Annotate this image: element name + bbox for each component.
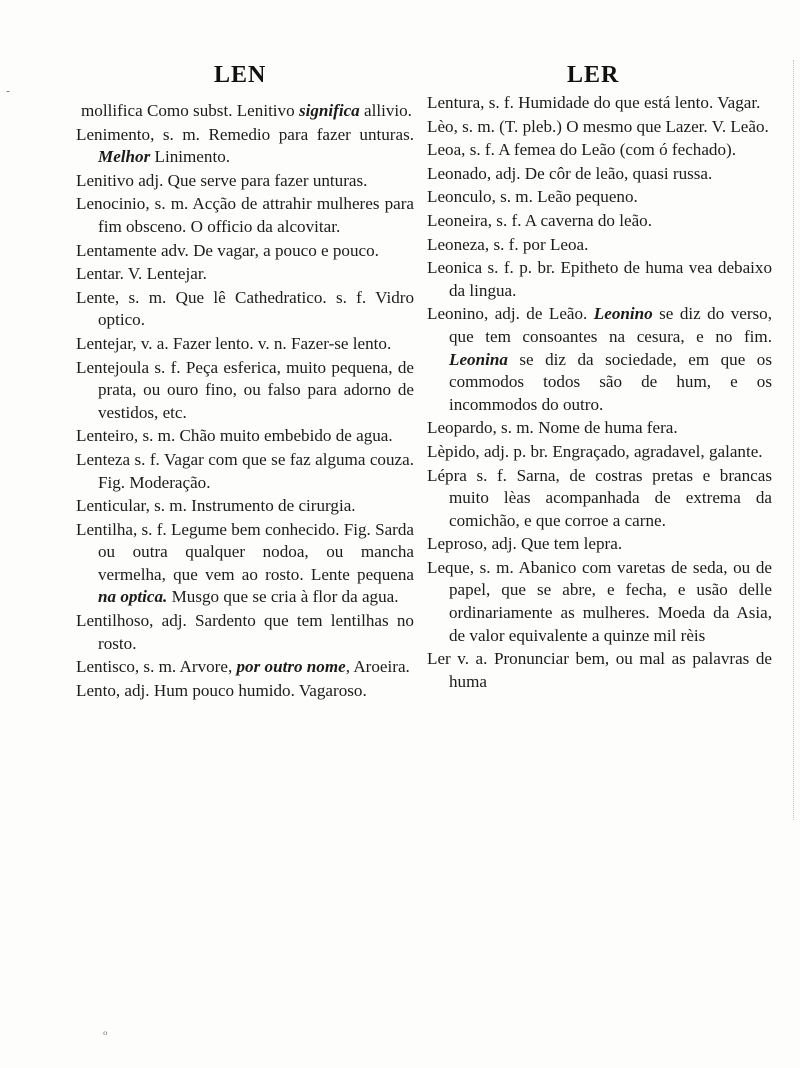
entry-definition: Que serve para fazer unturas.: [163, 170, 368, 190]
entry-grammar: , s. m.: [469, 557, 514, 577]
entry-grammar: , s. f.: [461, 140, 495, 160]
entry-term: Leque: [427, 557, 470, 577]
entry-definition: Sarna, de costras pretas e brancas muito lèas acompanhada de extrema da comichão, e que corroe a carne.: [449, 465, 772, 530]
entry-grammar: , s. m.: [453, 116, 495, 136]
entry-emphasis: na optica.: [98, 587, 168, 607]
entry-term: Lenimento: [76, 124, 151, 144]
dictionary-entry: [427, 116, 772, 139]
dictionary-entry: [76, 610, 414, 655]
entry-grammar: , adj.: [483, 534, 517, 554]
entry-grammar: , s. m.: [133, 426, 176, 446]
dictionary-entry: [427, 465, 772, 533]
entry-term: Leoneira: [427, 210, 488, 230]
entry-grammar: , s. m.: [134, 657, 177, 677]
entry-emphasis: Leonina: [449, 349, 508, 369]
margin-mark-bottom: ᵒ: [103, 1028, 108, 1042]
entry-definition: se diz da sociedade, em que os commodos todos são de hum, e os incommodos do outro.: [449, 349, 772, 414]
dictionary-entry: [427, 303, 772, 416]
margin-mark: -: [6, 84, 11, 98]
entry-grammar: , s. f.: [132, 519, 167, 539]
entry-term: Ler: [427, 649, 451, 669]
entry-grammar: , s. f.: [480, 93, 514, 112]
entry-term: Leonino: [427, 304, 484, 324]
entry-grammar: , adj.: [149, 611, 187, 631]
entry-term: Lentejoula: [76, 357, 150, 377]
entry-definition: Humidade do que está lento. Vagar.: [513, 93, 761, 112]
entry-term: Leonado: [427, 163, 487, 183]
entry-term: Lenocinio: [76, 194, 146, 214]
entry-definition: Que lê Cathedratico. s. f. Vidro optico.: [98, 287, 414, 330]
dictionary-entry: [427, 441, 772, 464]
entry-grammar: , s. m.: [114, 287, 167, 307]
entry-definition: Fazer lento. v. n. Fazer-se lento.: [168, 333, 392, 353]
dictionary-entry: [427, 557, 772, 647]
entry-grammar: , s. m.: [150, 124, 200, 144]
entry-term: Lentamente: [76, 240, 157, 260]
dictionary-entry: [427, 163, 772, 186]
entry-definition: Hum pouco humido. Vagaroso.: [149, 680, 367, 700]
entry-term: Leoa: [427, 140, 462, 160]
dictionary-entry: [76, 193, 414, 238]
dictionary-entry: [76, 333, 414, 356]
right-running-head: LER: [567, 62, 620, 88]
entry-definition: Arvore,: [176, 657, 237, 677]
dictionary-entry: [76, 357, 414, 425]
entry-grammar: .: [119, 264, 124, 284]
entry-term: Lenticular: [76, 496, 146, 516]
entry-definition: Musgo que se cria à flor da agua.: [167, 587, 399, 607]
entry-term: Lentura: [427, 93, 481, 112]
entry-term: Lenteza: [76, 449, 131, 469]
entry-term: Lentar: [76, 264, 120, 284]
entry-term: Leproso: [427, 534, 484, 554]
entry-definition: Linimento.: [150, 147, 231, 167]
entry-definition: Chão muito embebido de agua.: [175, 426, 393, 446]
entry-definition: De vagar, a pouco e pouco.: [188, 240, 379, 260]
entry-grammar: , adj.: [483, 304, 520, 324]
dictionary-entry: [76, 519, 414, 609]
entry-definition: Engraçado, agradavel, galante.: [548, 441, 763, 461]
entry-term: Lentilhoso: [76, 611, 150, 631]
entry-definition: Pronunciar bem, ou mal as palavras de huma: [449, 649, 772, 691]
entry-grammar: , v. a.: [132, 333, 169, 353]
entry-term: Leopardo: [427, 418, 493, 438]
entry-term: Lèo: [427, 116, 454, 136]
dictionary-entry: [76, 240, 414, 263]
entry-emphasis: Leonino: [593, 304, 653, 324]
dictionary-entry: [76, 100, 414, 123]
dictionary-entry: [427, 533, 772, 556]
entry-definition: allivio.: [359, 101, 412, 120]
entry-definition: Abanico com varetas de seda, ou de papel, que se abre, e fecha, e usão delle ordinariamente as mulheres. Moeda da Asia, de valor equivalente a quinze mil rèis: [449, 557, 772, 645]
entry-term: Lento: [76, 680, 116, 700]
entry-grammar: s. f.: [149, 357, 181, 377]
entry-grammar: s. f.: [466, 465, 507, 485]
entry-definition: Que tem lepra.: [516, 534, 623, 554]
entry-grammar: s. f.: [130, 449, 160, 469]
right-column: [427, 92, 772, 694]
dictionary-entry: [427, 139, 772, 162]
entry-term: Leoneza: [427, 234, 485, 254]
entry-definition: A caverna do leão.: [521, 210, 652, 230]
entry-grammar: adv.: [156, 240, 189, 260]
entry-definition: , Aroeira.: [345, 657, 410, 677]
entry-term: Lèpido: [427, 441, 476, 461]
entry-emphasis: significa: [298, 101, 360, 120]
left-running-head: LEN: [214, 62, 267, 88]
entry-grammar: , s. m.: [145, 496, 187, 516]
entry-term: Leonculo: [427, 187, 492, 207]
entry-definition: Remedio para fazer unturas.: [199, 124, 414, 144]
dictionary-entry: [76, 425, 414, 448]
dictionary-entry: [427, 210, 772, 233]
left-column: [76, 100, 414, 703]
entry-definition: por Leoa.: [518, 234, 589, 254]
dictionary-entry: [76, 170, 414, 193]
dictionary-entry: [76, 495, 414, 518]
entry-term: Leonica: [427, 258, 483, 278]
entry-term: Lenitivo: [76, 170, 134, 190]
entry-term: Lente: [76, 287, 115, 307]
entry-grammar: , s. f.: [484, 234, 519, 254]
entry-definition: Legume bem conhecido. Fig. Sarda ou outra qualquer nodoa, ou mancha vermelha, que vem ao rosto. Lente pequena: [98, 519, 415, 584]
entry-definition: se diz do verso, que tem consoantes na cesura, e no fim.: [449, 304, 773, 346]
dictionary-entry: [76, 656, 414, 679]
entry-term: Lenteiro: [76, 426, 134, 446]
dictionary-entry: [427, 92, 772, 115]
entry-emphasis: por outro nome: [236, 657, 346, 677]
entry-grammar: v. a.: [450, 649, 488, 669]
dictionary-entry: [427, 186, 772, 209]
entry-definition: Vagar com que se faz alguma couza. Fig. Moderação.: [98, 449, 414, 492]
entry-grammar: , adj. p. br.: [475, 441, 549, 461]
entry-grammar: adj.: [133, 170, 164, 190]
entry-definition: Nome de huma fera.: [533, 418, 678, 438]
entry-grammar: , s. m.: [492, 418, 534, 438]
entry-definition: (T. pleb.) O mesmo que Lazer. V. Leão.: [494, 116, 769, 136]
dictionary-entry: [427, 234, 772, 257]
dictionary-entry: [76, 124, 414, 169]
dictionary-entry: [76, 287, 414, 332]
entry-grammar: , s. m.: [145, 194, 189, 214]
dictionary-entry: [76, 449, 414, 494]
entry-definition: A femea do Leão (com ó fechado).: [494, 140, 736, 160]
entry-grammar: , s. m.: [491, 187, 533, 207]
dictionary-entry: [427, 648, 772, 693]
dictionary-entry: [427, 417, 772, 440]
entry-definition: Leão pequeno.: [532, 187, 638, 207]
dictionary-entry: [427, 257, 772, 302]
entry-grammar: , adj.: [115, 680, 150, 700]
entry-definition: V. Lentejar.: [123, 264, 207, 284]
entry-grammar: , adj.: [486, 163, 521, 183]
entry-definition: Acção de attrahir mulheres para fim obsceno. O officio da alcovitar.: [98, 194, 414, 236]
entry-emphasis: Melhor: [98, 147, 151, 167]
page-edge: [793, 60, 800, 820]
entry-term: Lentejar: [76, 333, 133, 353]
dictionary-entry: [76, 263, 414, 286]
entry-grammar: , s. f.: [487, 210, 522, 230]
entry-grammar: s. f. p. br.: [482, 258, 556, 278]
entry-definition: De côr de leão, quasi russa.: [520, 163, 713, 183]
entry-definition: Sardento que tem lentilhas no rosto.: [98, 611, 414, 653]
entry-definition: mollifica Como subst. Lenitivo: [81, 101, 299, 120]
entry-definition: de Leão.: [519, 304, 594, 324]
entry-definition: Peça esferica, muito pequena, de prata, ou ouro fino, ou falso para adorno de vestidos, etc.: [98, 357, 414, 422]
entry-definition: Epitheto de huma vea debaixo da lingua.: [449, 258, 773, 300]
entry-term: Lépra: [427, 465, 467, 485]
entry-definition: Instrumento de cirurgia.: [186, 496, 356, 516]
entry-term: Lentisco: [76, 657, 135, 677]
entry-term: Lentilha: [76, 519, 133, 539]
dictionary-entry: [76, 680, 414, 703]
